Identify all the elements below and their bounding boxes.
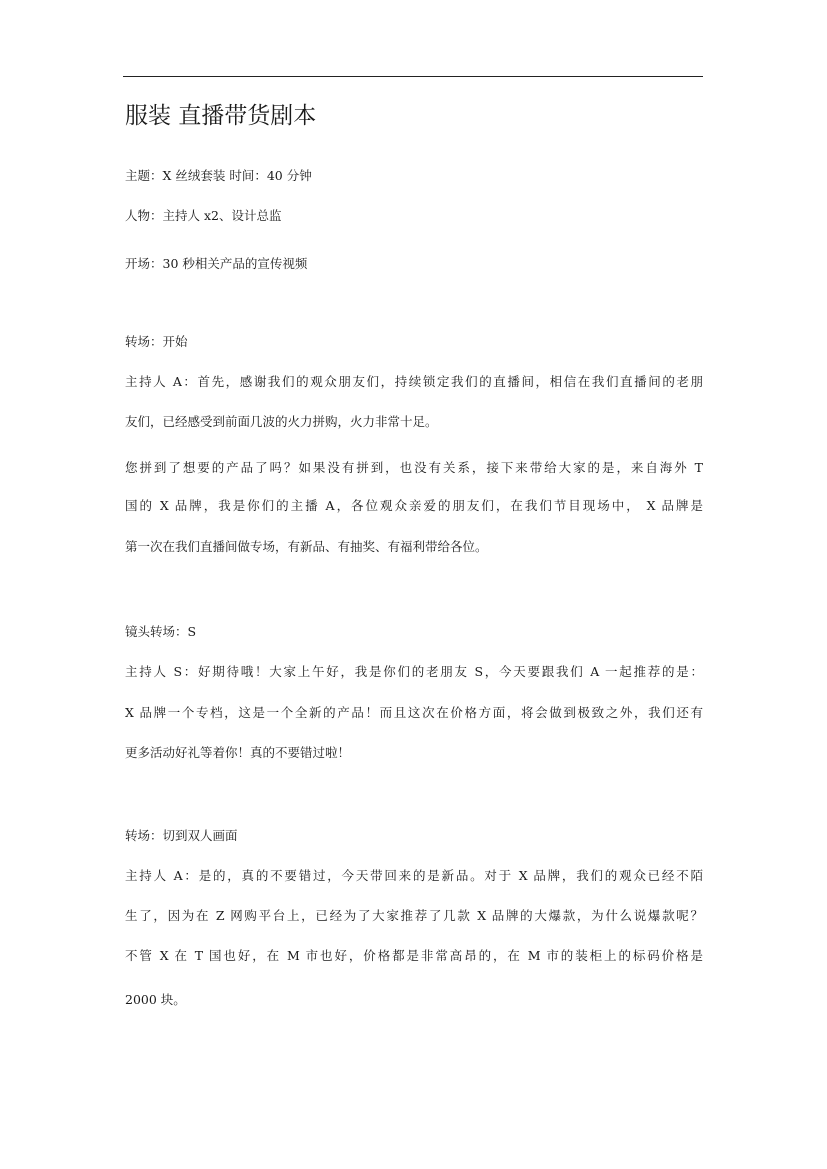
header-rule (123, 76, 703, 77)
paragraph-line: 更多活动好礼等着你！真的不要错过啦！ (125, 745, 351, 760)
paragraph-line: 不管 X 在 T 国也好，在 M 市也好，价格都是非常高昂的，在 M 市的装柜上的标码价格是 (125, 948, 703, 963)
scene-heading: 转场：开始 (125, 334, 188, 349)
paragraph-line: X 品牌一个专档，这是一个全新的产品！而且这次在价格方面，将会做到极致之外，我们还有 (125, 705, 703, 720)
scene-heading: 镜头转场：S (125, 624, 197, 639)
paragraph-line: 友们，已经感受到前面几波的火力拼购，火力非常十足。 (125, 414, 438, 429)
paragraph-line: 您拼到了想要的产品了吗？如果没有拼到，也没有关系，接下来带给大家的是，来自海外 T (125, 460, 703, 475)
page-title: 服装 直播带货剧本 (125, 103, 317, 129)
paragraph-line: 国的 X 品牌，我是你们的主播 A，各位观众亲爱的朋友们，在我们节目现场中， X 品牌是 (125, 498, 703, 513)
paragraph-line: 主持人 A：首先，感谢我们的观众朋友们，持续锁定我们的直播间，相信在我们直播间的老朋 (125, 374, 703, 389)
paragraph-line: 生了，因为在 Z 网购平台上，已经为了大家推荐了几款 X 品牌的大爆款，为什么说爆款呢？ (125, 908, 703, 923)
paragraph-line: 主持人 S：好期待哦！大家上午好，我是你们的老朋友 S，今天要跟我们 A 一起推荐的是： (125, 664, 703, 679)
opening-line: 开场：30 秒相关产品的宣传视频 (125, 256, 308, 271)
characters-line: 人物：主持人 x2、设计总监 (125, 208, 282, 223)
paragraph-line: 第一次在我们直播间做专场，有新品、有抽奖、有福利带给各位。 (125, 539, 488, 554)
paragraph-line: 主持人 A：是的，真的不要错过，今天带回来的是新品。对于 X 品牌，我们的观众已经不陌 (125, 868, 703, 883)
paragraph-line: 2000 块。 (125, 992, 186, 1007)
theme-line: 主题：X 丝绒套装 时间：40 分钟 (125, 168, 312, 183)
scene-heading: 转场：切到双人画面 (125, 828, 238, 843)
